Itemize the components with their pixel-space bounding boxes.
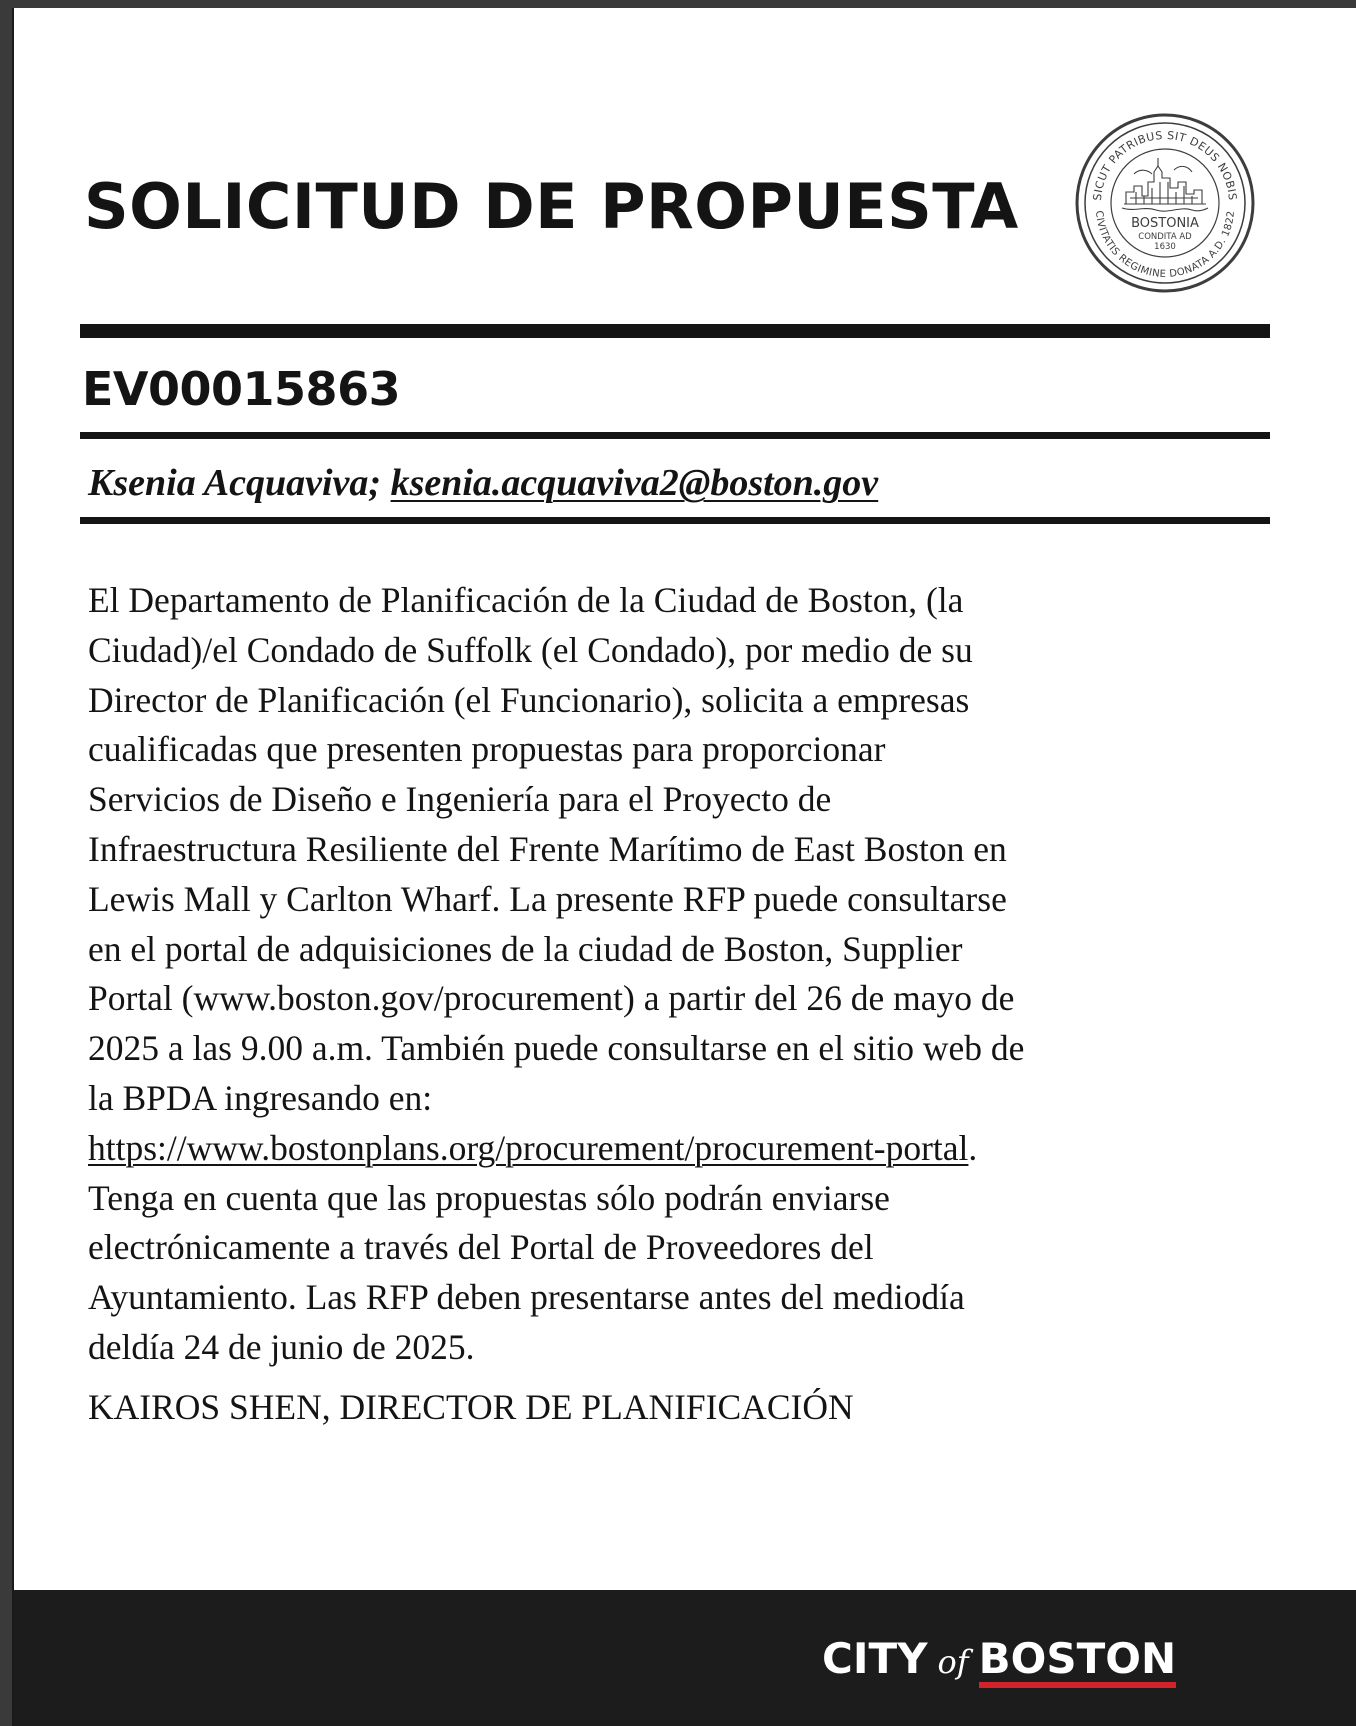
brand-city: CITY — [822, 1634, 928, 1683]
body-line: El Departamento de Planificación de la Ciudad de Boston, (la — [88, 580, 964, 620]
body-line: en el portal de adquisiciones de la ciudad de Boston, Supplier — [88, 928, 963, 969]
contact-line — [88, 464, 878, 502]
body-line: 2025 a las 9.00 a.m. También puede consultarse en el sitio web de — [88, 1028, 1025, 1069]
rfp-number: EV00015863 — [82, 362, 401, 416]
body-line: la BPDA ingresando en: — [88, 1077, 433, 1118]
bpda-link-line — [88, 1124, 1288, 1174]
footer-bar — [14, 1590, 1356, 1726]
body-line: Portal (www.boston.gov/procurement) a partir del 26 de mayo de — [88, 978, 1015, 1019]
brand-of: of — [937, 1643, 969, 1681]
top-divider — [80, 324, 1270, 338]
body-line: Ciudad)/el Condado de Suffolk (el Condado), por medio de su — [88, 629, 973, 670]
seal-center-name: BOSTONIA — [1131, 216, 1199, 231]
body-line: Infraestructura Resiliente del Frente Marítimo de East Boston en — [88, 828, 1007, 869]
divider — [80, 432, 1270, 439]
city-of-boston-logo — [822, 1634, 1177, 1688]
brand-name: BOSTON — [979, 1638, 1176, 1688]
document-page — [12, 8, 1356, 1726]
body-line: Servicios de Diseño e Ingeniería para el Proyecto de — [88, 779, 832, 820]
contact-name: Ksenia Acquaviva; — [88, 462, 382, 504]
body-line: Tenga en cuenta que las propuestas sólo podrán enviarse — [88, 1177, 890, 1218]
city-seal-icon — [1074, 112, 1256, 294]
seal-center-line: CONDITA AD — [1138, 232, 1192, 242]
link-suffix: . — [968, 1127, 978, 1168]
body-line: deldía 24 de junio de 2025. — [88, 1326, 475, 1367]
divider — [80, 517, 1270, 524]
body-paragraph — [88, 576, 1288, 1373]
body-line: Ayuntamiento. Las RFP deben presentarse antes del mediodía — [88, 1277, 965, 1318]
seal-center-year: 1630 — [1154, 242, 1176, 252]
contact-email-link[interactable]: ksenia.acquaviva2@boston.gov — [390, 462, 879, 504]
body-line: Lewis Mall y Carlton Wharf. La presente RFP puede consultarse — [88, 878, 1007, 919]
signature: KAIROS SHEN, DIRECTOR DE PLANIFICACIÓN — [88, 1387, 854, 1427]
body-line: cualificadas que presenten propuestas para proporcionar — [88, 729, 886, 770]
bpda-procurement-link[interactable]: https://www.bostonplans.org/procurement/procurement-portal — [88, 1127, 969, 1168]
body-line: Director de Planificación (el Funcionario), solicita a empresas — [88, 679, 970, 720]
seal-ring-top-text: SICUT PATRIBUS SIT DEUS NOBIS — [1090, 128, 1240, 202]
page-title: SOLICITUD DE PROPUESTA — [84, 170, 1019, 243]
seal-ring-bottom-text: CIVITATIS REGIMINE DONATA A.D. 1822 — [1092, 210, 1238, 281]
body-line: electrónicamente a través del Portal de Proveedores del — [88, 1227, 874, 1268]
